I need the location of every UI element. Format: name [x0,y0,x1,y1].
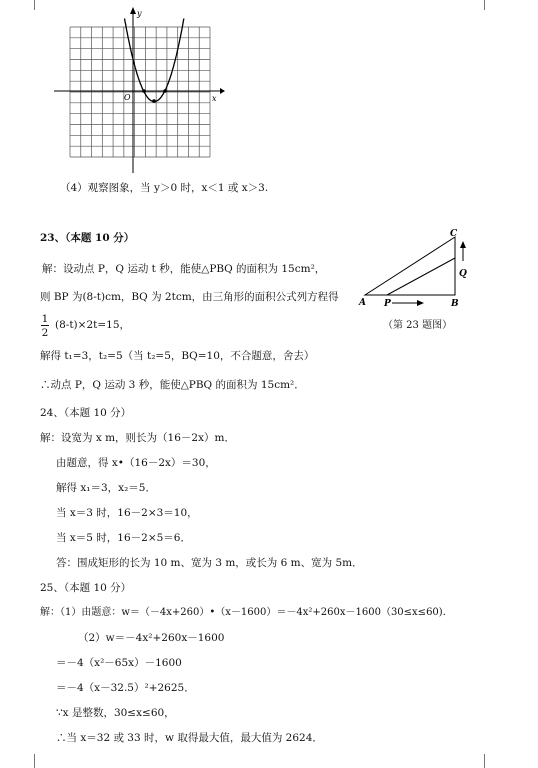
q25-line4: ＝－4（x－32.5）²+2625． [56,682,195,694]
segment-pq [387,258,455,295]
label-a: A [359,298,366,308]
q22-step4: （4）观察图象，当 y＞0 时，x＜1 或 x＞3. [60,182,269,194]
arrow-p-head [417,300,424,306]
q24-line1: 解：设宽为 x m，则长为（16－2x）m． [40,432,235,444]
q23-line3: (8-t)×2t=15， [55,319,130,331]
label-q: Q [459,269,467,279]
intercept-point-3 [163,89,167,93]
q24-line3: 解得 x₁＝3，x₂＝5． [56,482,156,494]
q25-line3: ＝－4（x²－65x）－1600 [56,657,182,669]
figure-caption: （第 23 题图） [383,320,453,331]
q24-heading: 24、（本题 10 分） [40,407,132,419]
q25-line5: ∵x 是整数，30≤x≤60， [56,707,175,719]
q23-line4: 解得 t₁=3，t₂=5（当 t₂=5，BQ=10，不合题意，舍去） [40,350,315,362]
corner-mark-top-left [20,0,35,10]
label-c: C [450,229,458,239]
q23-fraction-denominator: 2 [41,327,49,339]
q25-line6: ∴当 x＝32 或 33 时，w 取得最大值，最大值为 2624． [56,732,323,744]
origin-label: O [124,93,131,102]
q23-line5: ∴动点 P，Q 运动 3 秒，能使△PBQ 的面积为 15cm²． [40,379,305,391]
y-axis-label: y [137,9,142,18]
q23-heading: 23、（本题 10 分） [40,232,135,244]
q25-heading: 25、（本题 10 分） [40,582,132,594]
corner-mark-top-right [484,0,499,10]
q25-line2: （2）w＝－4x²+260x－1600 [78,632,225,644]
corner-mark-bottom-right [484,754,499,768]
q24-line2: 由题意，得 x•（16－2x）＝30， [56,457,216,469]
q24-line6: 答：围成矩形的长为 10 m、宽为 3 m，或长为 6 m、宽为 5m． [56,557,363,569]
q25-line1: 解：（1）由题意：w＝（－4x+260）•（x－1600）＝－4x²+260x－1600（30≤x≤60)． [40,607,453,618]
x-axis-label: x [212,94,217,103]
q23-fraction-bar [41,325,49,326]
arrow-q-head [460,241,466,248]
y-axis-arrow [130,7,136,14]
parabola-vertex [152,99,156,103]
intercept-point-1 [142,89,146,93]
label-b: B [451,299,459,309]
label-p: P [384,299,391,309]
q23-fraction-numerator: 1 [41,313,49,325]
x-axis-arrow [220,88,225,94]
parabola-graph [50,5,225,175]
corner-mark-bottom-left [20,754,35,768]
triangle-figure [355,225,480,315]
q23-line1: 解：设动点 P，Q 运动 t 秒，能使△PBQ 的面积为 15cm²， [42,263,326,275]
q23-line2: 则 BP 为(8-t)cm，BQ 为 2tcm，由三角形的面积公式列方程得 [40,291,339,303]
q24-line4: 当 x＝3 时，16－2×3＝10， [56,507,198,519]
graph-grid [70,27,210,157]
q24-line5: 当 x＝5 时，16－2×5＝6． [56,532,191,544]
triangle-abc [365,237,455,295]
